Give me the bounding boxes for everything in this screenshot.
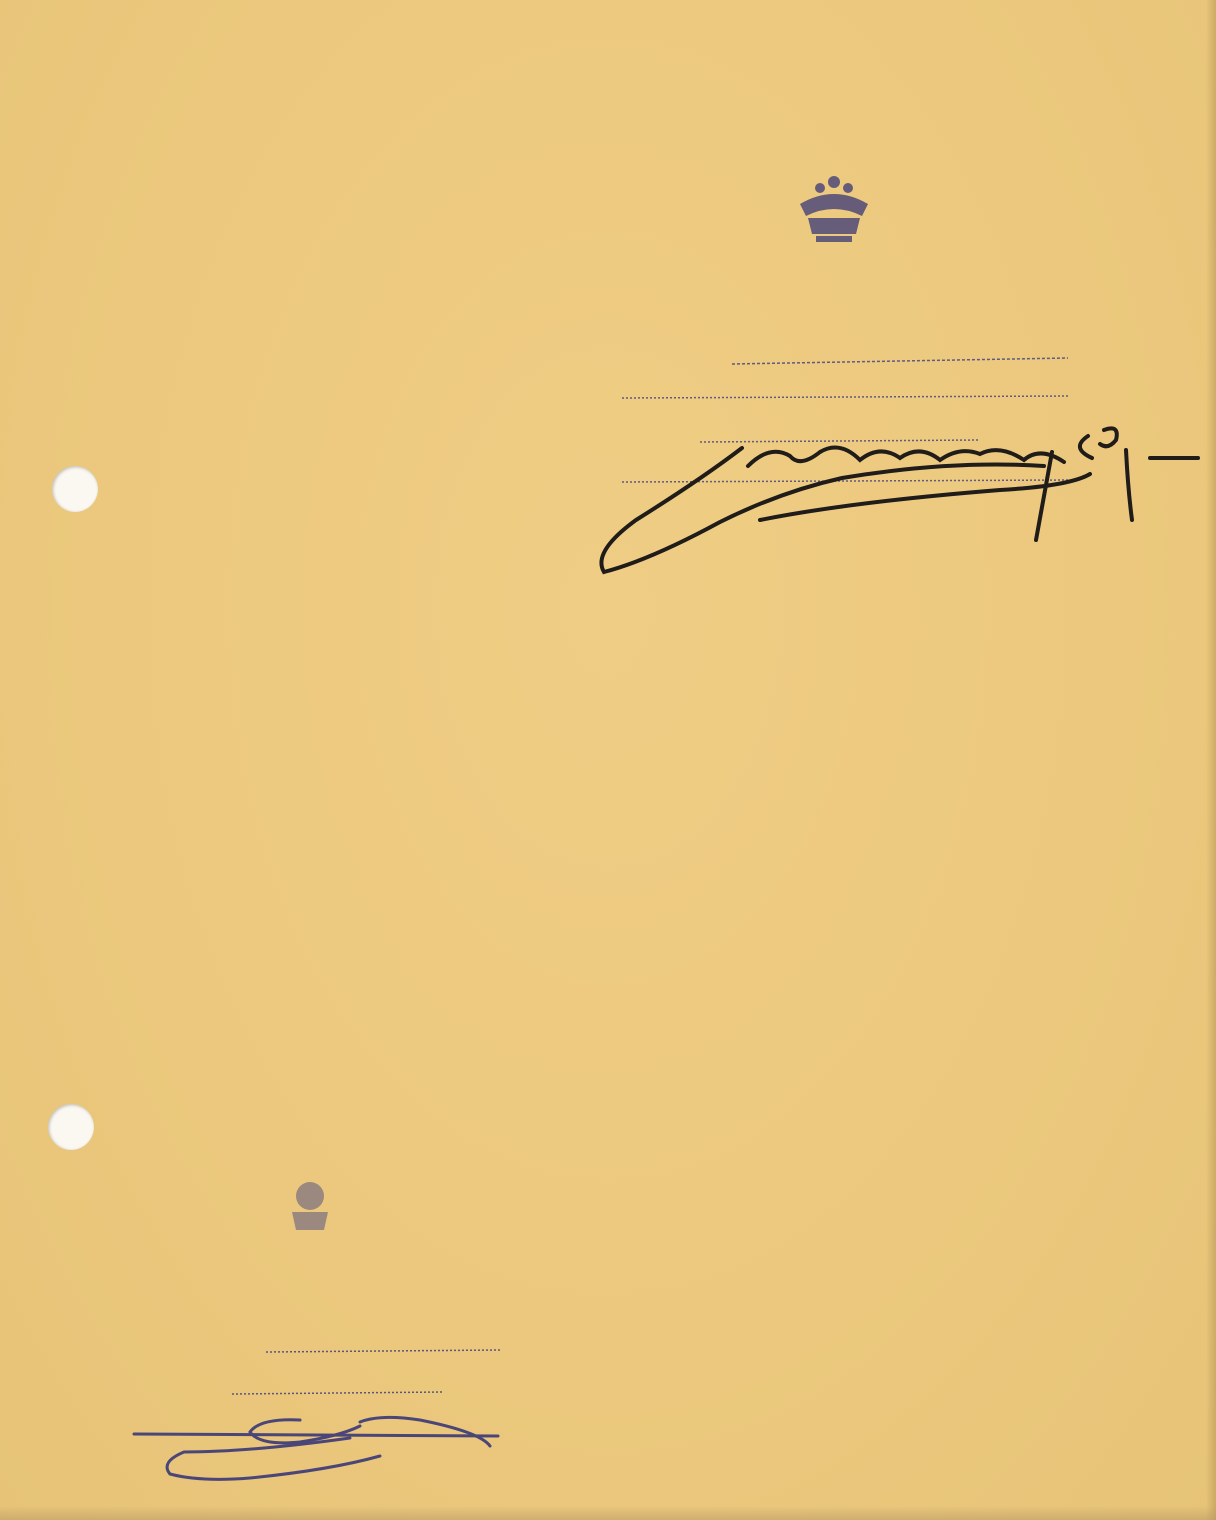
- small-seal-mark: [292, 1182, 328, 1230]
- stamp-rule-line: [700, 440, 980, 442]
- entry-rule-line: [232, 1392, 444, 1394]
- signature-bottom: [134, 1417, 498, 1479]
- entry-rule-line: [266, 1350, 500, 1352]
- signature-top: [601, 428, 1198, 572]
- stamp-rule-line: [622, 396, 1070, 398]
- stamp-rule-line: [622, 480, 1070, 482]
- stamp-rule-line: [732, 358, 1068, 364]
